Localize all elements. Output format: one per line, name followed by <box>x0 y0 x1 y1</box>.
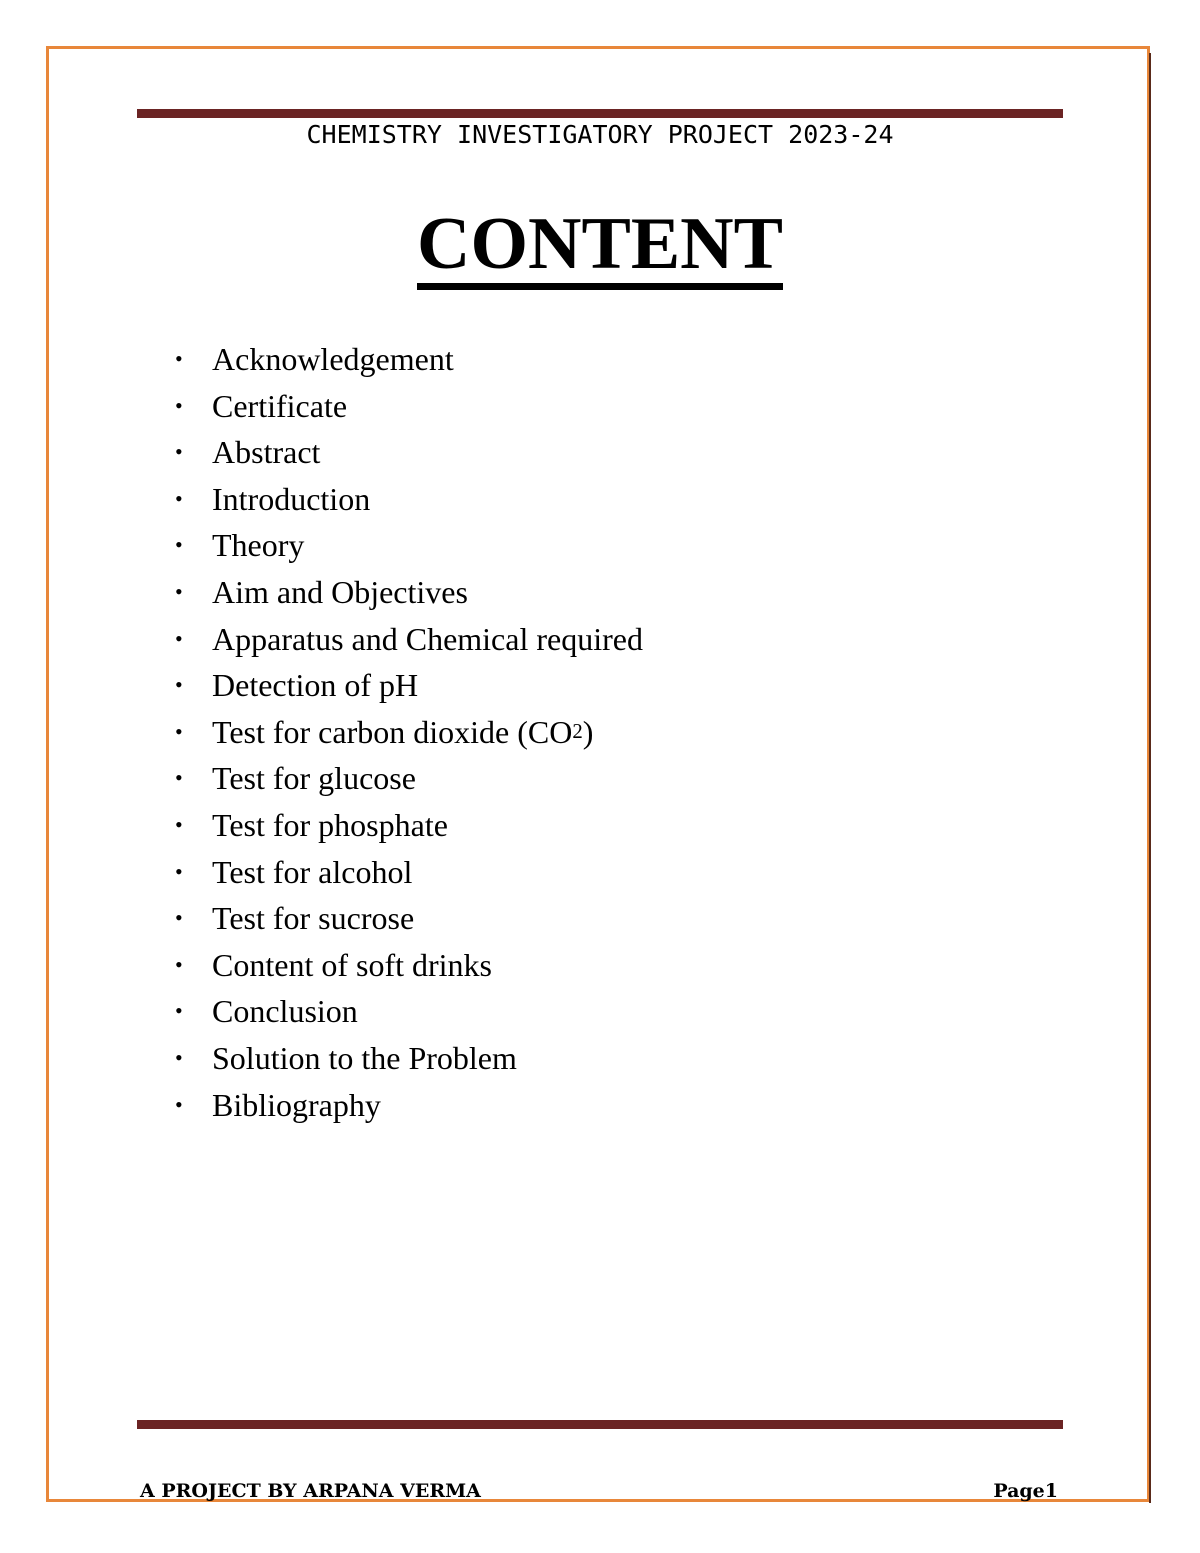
bullet-icon: • <box>175 346 183 371</box>
toc-item-label: Conclusion <box>212 993 358 1030</box>
toc-item-phosphate <box>175 802 643 849</box>
toc-item-soft-drinks <box>175 942 643 989</box>
bullet-icon: • <box>175 718 183 744</box>
bullet-icon: • <box>175 951 183 977</box>
toc-item-label: Acknowledgement <box>212 341 454 377</box>
bullet-icon: • <box>175 811 183 837</box>
header-rule <box>137 109 1063 118</box>
toc-item-label: Test for phosphate <box>212 806 448 843</box>
footer-author: A PROJECT BY ARPANA VERMA <box>140 1480 481 1502</box>
table-of-contents <box>175 336 643 1128</box>
toc-item-label: Test for glucose <box>212 760 416 797</box>
toc-item-label: Bibliography <box>212 1086 381 1123</box>
toc-item-acknowledgement <box>175 336 643 383</box>
toc-item-label: Test for carbon dioxide (CO <box>212 713 573 750</box>
bullet-icon: • <box>175 485 183 511</box>
bullet-icon: • <box>175 1044 183 1070</box>
toc-item-bibliography <box>175 1082 643 1129</box>
toc-item-label: Detection of pH <box>212 667 419 704</box>
toc-item-label: Theory <box>212 527 305 564</box>
toc-item-glucose <box>175 755 643 802</box>
toc-item-label: Test for sucrose <box>212 900 415 937</box>
toc-item-label: Introduction <box>212 480 371 517</box>
bullet-icon: • <box>175 672 183 698</box>
bullet-icon: • <box>175 1091 183 1117</box>
bullet-icon: • <box>175 858 183 884</box>
toc-item-conclusion <box>175 988 643 1035</box>
toc-item-certificate <box>175 383 643 430</box>
toc-item-label: Aim and Objectives <box>212 573 468 610</box>
toc-item-introduction <box>175 476 643 523</box>
footer-rule <box>137 1420 1063 1429</box>
bullet-icon: • <box>175 439 183 465</box>
bullet-icon: • <box>175 998 183 1024</box>
bullet-icon: • <box>175 905 183 931</box>
bullet-icon: • <box>175 625 183 651</box>
toc-item-label: Certificate <box>212 387 348 424</box>
toc-item-theory <box>175 522 643 569</box>
co2-close-paren: ) <box>582 713 594 750</box>
toc-item-apparatus <box>175 616 643 663</box>
bullet-icon: • <box>175 532 183 558</box>
page-title <box>0 205 1200 290</box>
bullet-icon: • <box>175 578 183 604</box>
bullet-icon: • <box>175 392 183 418</box>
content-heading: CONTENT <box>417 205 783 290</box>
toc-item-label: Solution to the Problem <box>212 1039 517 1076</box>
toc-item-alcohol <box>175 849 643 896</box>
toc-item-sucrose <box>175 895 643 942</box>
toc-item-label: Abstract <box>212 434 321 471</box>
co2-subscript: 2 <box>572 719 583 743</box>
toc-item-co2 <box>175 709 643 756</box>
toc-item-label: Content of soft drinks <box>212 946 492 983</box>
header-title: CHEMISTRY INVESTIGATORY PROJECT 2023-24 <box>306 120 894 149</box>
footer-page-number: Page1 <box>993 1480 1058 1502</box>
toc-item-solution <box>175 1035 643 1082</box>
toc-item-label: Test for alcohol <box>212 853 413 890</box>
toc-item-label: Apparatus and Chemical required <box>212 620 643 657</box>
toc-item-ph <box>175 662 643 709</box>
toc-item-aim <box>175 569 643 616</box>
toc-item-abstract <box>175 429 643 476</box>
bullet-icon: • <box>175 765 183 791</box>
